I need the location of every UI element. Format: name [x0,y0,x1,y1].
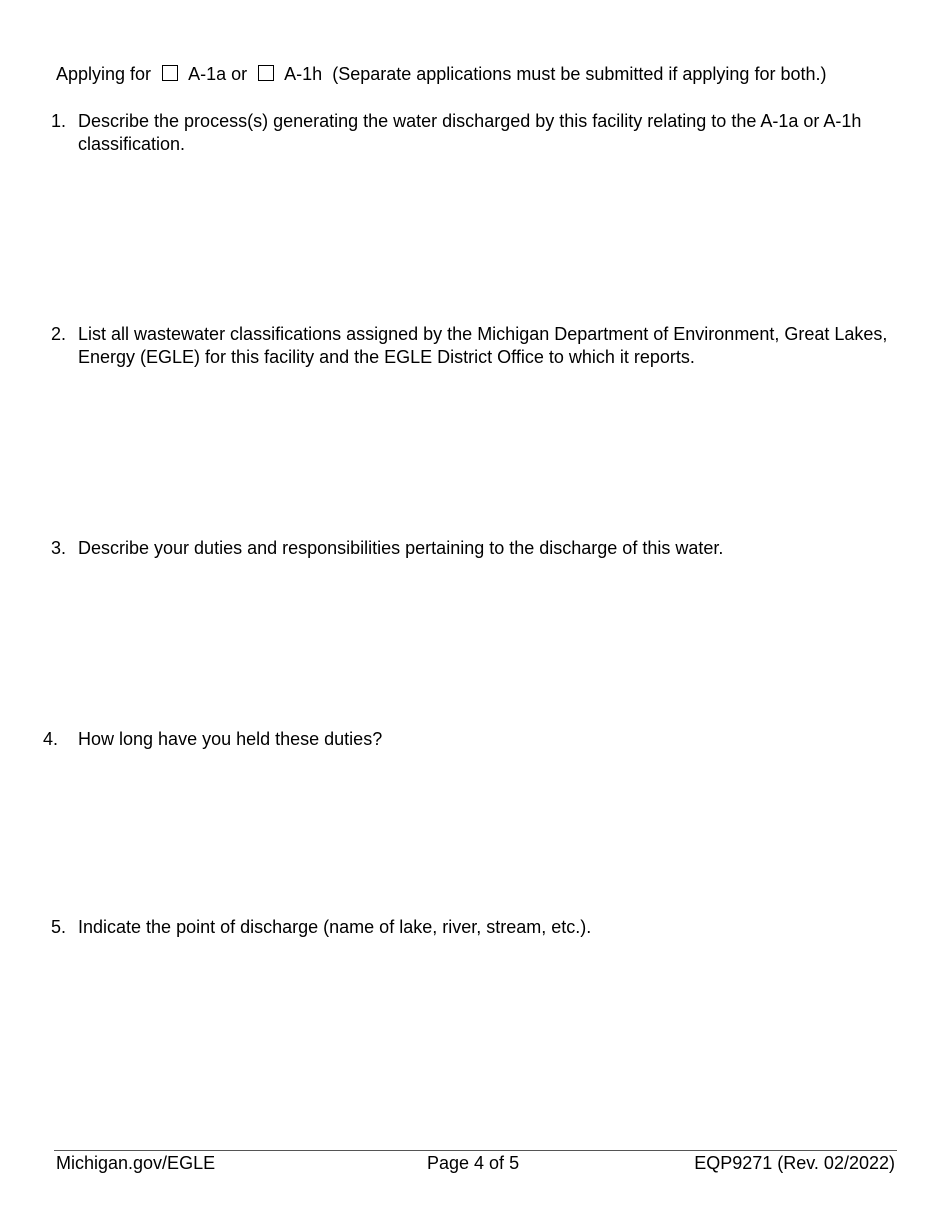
applying-for-label: Applying for [56,64,152,84]
question-number: 3. [50,538,66,558]
a1h-checkbox[interactable] [258,65,274,81]
question-text: How long have you held these duties? [78,729,383,749]
footer-divider [54,1150,897,1151]
footer-website: Michigan.gov/EGLE [56,1153,216,1173]
question-text: Describe the process(s) generating the water discharged by this facility relating to the A-1a or A-1h classification. [78,111,862,154]
application-type-line [56,62,826,86]
footer-page-number: Page 4 of 5 [427,1153,520,1173]
question-number: 1. [50,111,66,131]
question-text: List all wastewater classifications assigned by the Michigan Department of Environment, Great Lakes, Energy (EGLE) for this facility and the EGLE District Office to which it reports. [78,324,888,367]
question-number: 4. [42,729,58,749]
question-number: 2. [50,324,66,344]
question-text: Describe your duties and responsibilities pertaining to the discharge of this water. [78,538,724,558]
question-number: 5. [50,917,66,937]
question-text: Indicate the point of discharge (name of lake, river, stream, etc.). [78,917,592,937]
a1a-label: A-1a or [188,64,248,84]
separate-applications-note: (Separate applications must be submitted if applying for both.) [332,64,827,84]
footer-form-id: EQP9271 (Rev. 02/2022) [694,1153,895,1173]
a1a-checkbox[interactable] [162,65,178,81]
a1h-label: A-1h [284,64,323,84]
